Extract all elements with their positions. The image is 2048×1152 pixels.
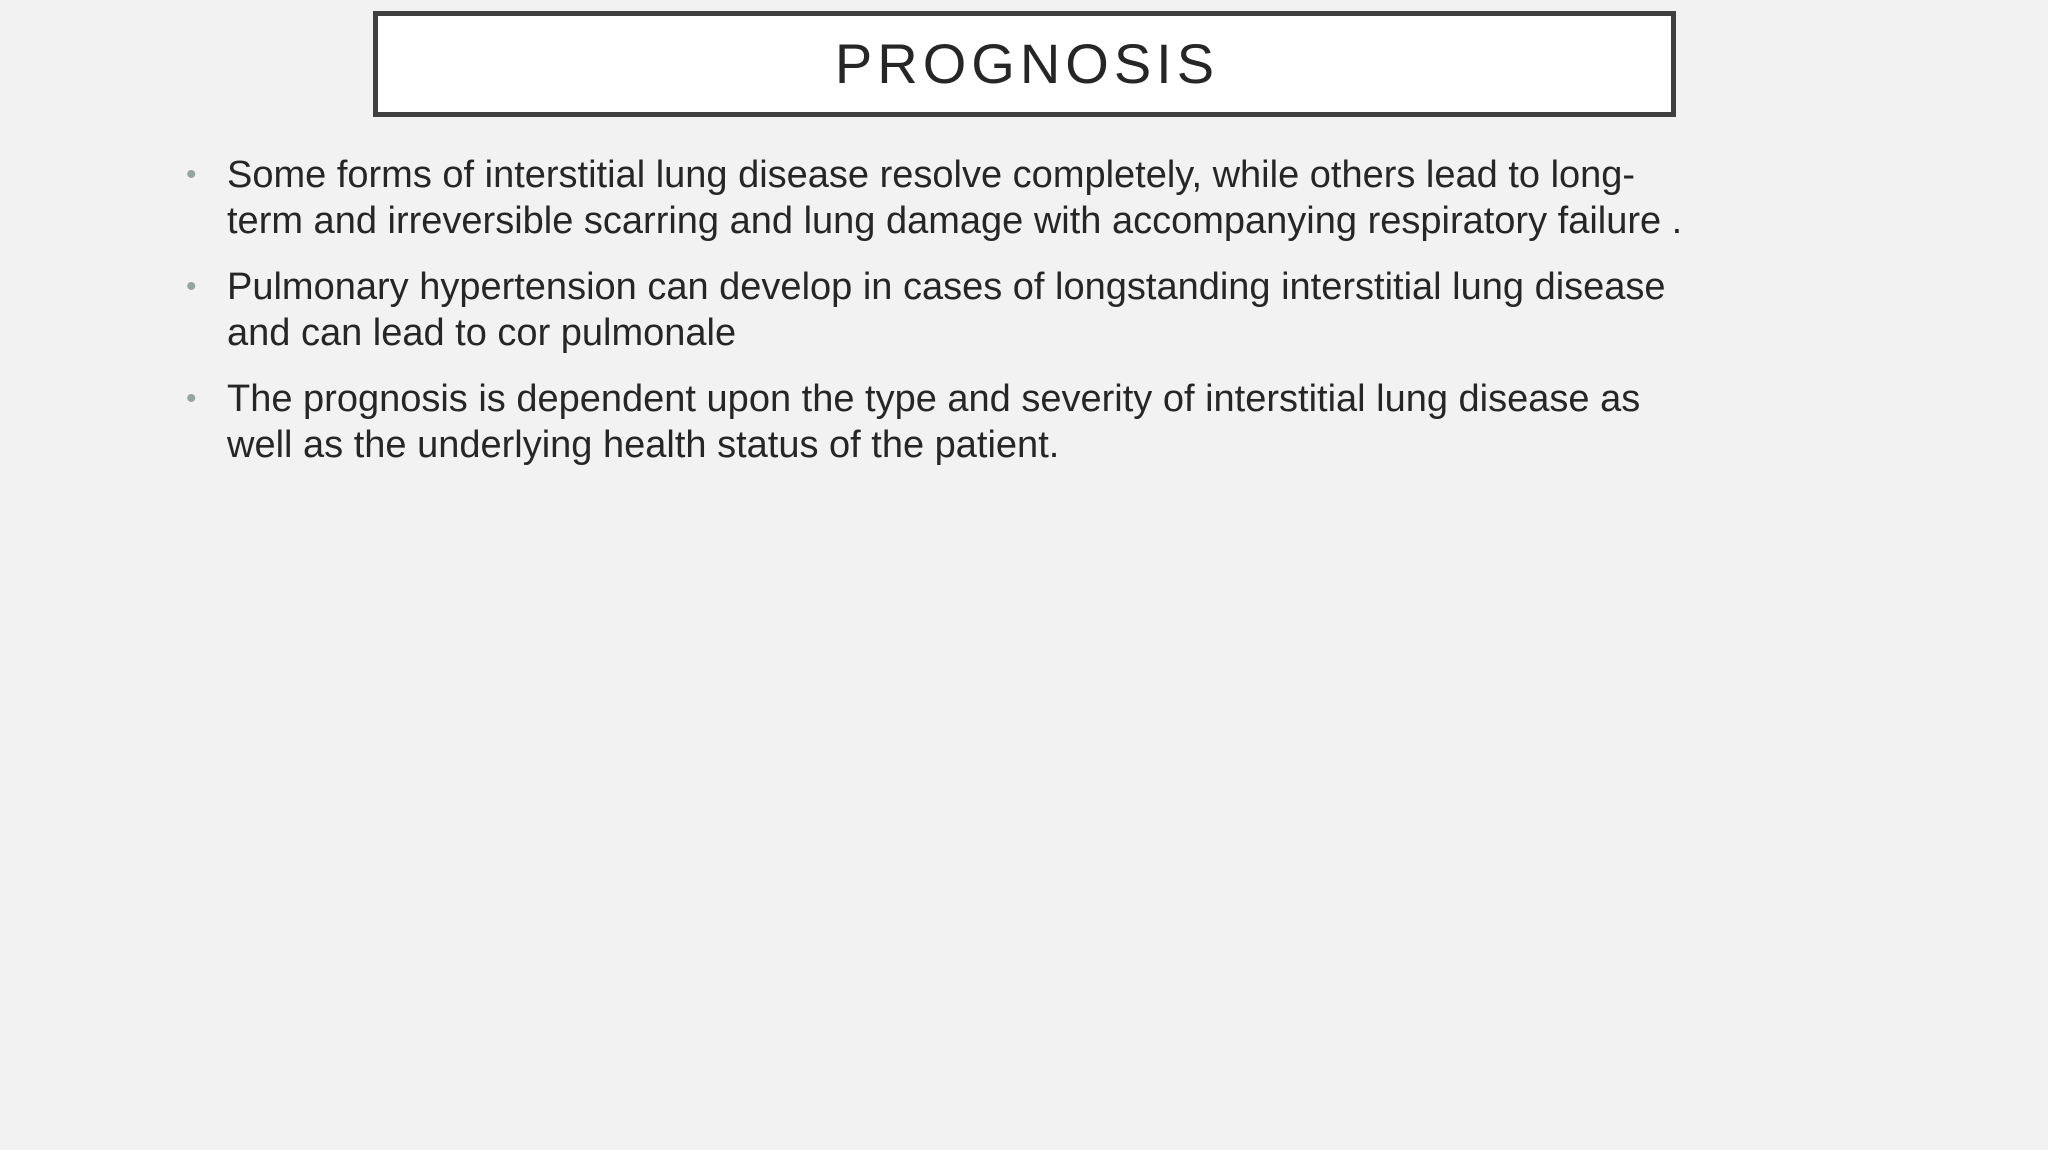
bullet-text: Some forms of interstitial lung disease resolve completely, while others lead to long-term and irreversible scarring and lung damage with accompanying respiratory failure .	[227, 154, 1683, 242]
bullet-list	[186, 152, 1686, 488]
bullet-item	[186, 152, 1686, 244]
bullet-text: The prognosis is dependent upon the type and severity of interstitial lung disease as well as the underlying health status of the patient.	[227, 378, 1641, 466]
bullet-dot-icon: •	[186, 382, 197, 415]
bullet-dot-icon: •	[186, 270, 197, 303]
title-box	[373, 11, 1676, 117]
bullet-item	[186, 376, 1686, 468]
bullet-text: Pulmonary hypertension can develop in cases of longstanding interstitial lung disease and can lead to cor pulmonale	[227, 266, 1666, 354]
bullet-item	[186, 264, 1686, 356]
bullet-dot-icon: •	[186, 158, 197, 191]
slide-title: PROGNOSIS	[834, 32, 1220, 95]
